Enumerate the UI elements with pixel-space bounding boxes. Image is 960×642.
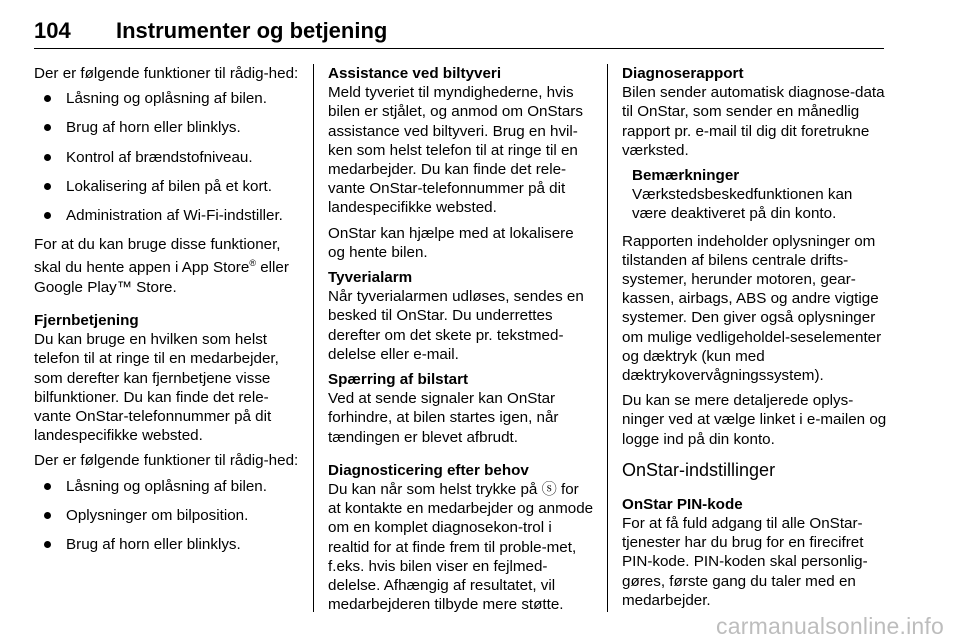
report-paragraph: Bilen sender automatisk diagnose-data til OnStar, som sender en månedlig rapport pr. e-mail til dig dit foretrukne værksted. [622, 84, 885, 159]
note-heading: Bemærkninger [632, 167, 740, 185]
remote-paragraph: Du kan bruge en hvilken som helst telefon til at ringe til en medarbejder, som derefter kan fjernbetjene visse bilfunktioner. Du kan finde det rele-vante OnStar-telefonnummer på dit landespecifikke websted. [34, 331, 279, 445]
block-paragraph: Ved at sende signaler kan OnStar forhindre, at bilen startes igen, når tændingen er blevet afbrudt. [328, 390, 559, 446]
settings-heading: OnStar-indstillinger [622, 459, 776, 480]
intro-paragraph-2: Der er følgende funktioner til rådig-hed: [34, 452, 299, 470]
theft-paragraph-2: OnStar kan hjælpe med at lokalisere og hente bilen. [328, 224, 574, 261]
list-item: Kontrol af brændstofniveau. [34, 148, 300, 167]
column-right [622, 64, 888, 616]
onstar-button-icon: ⓢ [541, 481, 557, 499]
list-item: Låsning og oplåsning af bilen. [34, 477, 300, 496]
alarm-paragraph: Når tyverialarmen udløses, sendes en besked til OnStar. Du underrettes derefter om det skete pr. tekstmed-delelse eller e-mail. [328, 288, 584, 363]
app-text: For at du kan bruge disse funktioner, skal du hente appen i App Store [34, 236, 281, 277]
pin-paragraph: For at få fuld adgang til alle OnStar-tjenester har du brug for en firecifret PIN-kode. PIN-koden skal personlig-gøres, første gang du taler med en medarbejder. [622, 515, 868, 609]
list-item: Lokalisering af bilen på et kort. [34, 177, 300, 196]
registered-mark: ® [249, 258, 256, 269]
list-item: Låsning og oplåsning af bilen. [34, 89, 300, 108]
feature-list-2 [34, 477, 300, 555]
column-left [34, 64, 300, 564]
watermark: carmanualsonline.info [716, 613, 944, 639]
theft-paragraph: Meld tyveriet til myndighederne, hvis bilen er stjålet, og anmod om OnStars assistance ved biltyveri. Brug en hvil-ken som helst telefon til at ringe til en medarbejder. Du kan finde det rele-vante OnStar-telefonnummer på dit landespecifikke websted. [328, 84, 583, 217]
note-box [622, 166, 888, 224]
alarm-heading: Tyverialarm [328, 269, 413, 287]
diagnostics-text: Du kan når som helst trykke på [328, 481, 542, 499]
column-divider [313, 64, 314, 612]
report-paragraph-3: Du kan se mere detaljerede oplys-ninger ved at vælge linket i e-mailen og logge ind på din konto. [622, 392, 887, 448]
diagnostics-text-end: for at kontakte en medarbejder og anmode om en komplet diagnosekon-trol i realtid for at finde frem til proble-met, f.eks. hvis bilen viser en fejlmed-delelse. Afhængig af resultatet, vil medarbejderen tilbyde mere støtte. [328, 481, 594, 614]
page-number: 104 [34, 18, 71, 43]
note-paragraph: Værkstedsbeskedfunktionen kan være deaktiveret på din konto. [632, 186, 853, 223]
list-item: Administration af Wi-Fi-indstiller. [34, 206, 300, 225]
theft-heading: Assistance ved biltyveri [328, 65, 502, 82]
report-paragraph-2: Rapporten indeholder oplysninger om tilstanden af bilens centrale drifts-systemer, herunder motoren, gear-kassen, airbags, ABS og andre vigtige systemer. Den giver også oplysninger om mulige vedligeholdel-seselementer og dæktryk (kun med dæktrykovervågningssystem). [622, 232, 882, 385]
list-item: Brug af horn eller blinklys. [34, 118, 300, 137]
feature-list [34, 89, 300, 225]
app-text-end: eller Google Play™ Store. [34, 259, 289, 296]
diagnostics-heading: Diagnosticering efter behov [328, 461, 529, 479]
report-heading: Diagnoserapport [622, 65, 744, 82]
chapter-title: Instrumenter og betjening [116, 18, 388, 43]
page-header [34, 18, 884, 49]
remote-heading: Fjernbetjening [34, 311, 139, 329]
intro-paragraph: Der er følgende funktioner til rådig-hed: [34, 65, 299, 82]
list-item: Oplysninger om bilposition. [34, 506, 300, 525]
app-paragraph [34, 235, 300, 297]
diagnostics-paragraph [328, 480, 594, 614]
column-middle [328, 64, 594, 620]
column-divider [607, 64, 608, 612]
block-heading: Spærring af bilstart [328, 371, 469, 389]
pin-heading: OnStar PIN-kode [622, 495, 743, 513]
list-item: Brug af horn eller blinklys. [34, 535, 300, 554]
